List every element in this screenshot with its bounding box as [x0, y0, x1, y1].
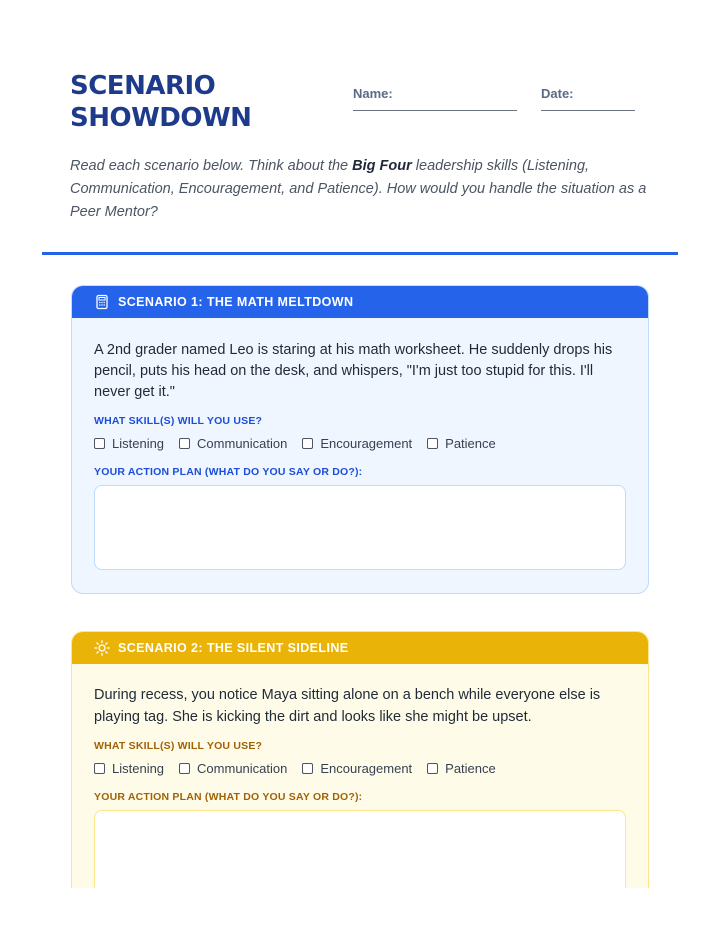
skill-option-communication[interactable] [179, 761, 287, 776]
skill-option-communication[interactable] [179, 436, 287, 451]
action-plan-input-1[interactable] [94, 485, 626, 570]
skills-checklist-2 [94, 761, 626, 776]
skill-label: Encouragement [320, 761, 413, 776]
action-plan-label-2: YOUR ACTION PLAN (WHAT DO YOU SAY OR DO?): [94, 791, 363, 803]
checkbox[interactable] [302, 763, 313, 774]
skill-label: Communication [197, 436, 288, 451]
checkbox[interactable] [302, 438, 313, 449]
checkbox[interactable] [427, 763, 438, 774]
action-plan-label-1: YOUR ACTION PLAN (WHAT DO YOU SAY OR DO?): [94, 466, 363, 478]
skill-label: Communication [197, 761, 288, 776]
skill-option-listening[interactable] [94, 436, 164, 451]
skill-option-listening[interactable] [94, 761, 164, 776]
title-line-2: SHOWDOWN [70, 103, 252, 133]
date-label: Date: [541, 86, 574, 101]
checkbox[interactable] [427, 438, 438, 449]
scenario-title-1: SCENARIO 1: THE MATH MELTDOWN [118, 294, 354, 309]
title-line-1: SCENARIO [70, 71, 216, 101]
skill-option-patience[interactable] [427, 436, 496, 451]
skill-label: Patience [445, 761, 496, 776]
instructions-text-start: Read each scenario below. Think about the [70, 158, 353, 174]
checkbox[interactable] [179, 438, 190, 449]
skill-label: Patience [445, 436, 496, 451]
worksheet-header [70, 70, 650, 140]
skills-question-2: WHAT SKILL(S) WILL YOU USE? [94, 740, 263, 752]
skill-label: Listening [112, 761, 165, 776]
date-line [541, 110, 635, 111]
skill-label: Encouragement [320, 436, 413, 451]
scenario-card-1 [71, 285, 649, 594]
scenario-heading-2 [71, 631, 649, 664]
skill-option-patience[interactable] [427, 761, 496, 776]
sun-icon [94, 640, 110, 656]
skill-label: Listening [112, 436, 165, 451]
instructions-bold: Big Four [352, 158, 412, 174]
worksheet-title [70, 70, 251, 134]
skill-option-encouragement[interactable] [302, 761, 412, 776]
skill-option-encouragement[interactable] [302, 436, 412, 451]
name-label: Name: [353, 86, 393, 101]
name-line [353, 110, 517, 111]
name-field[interactable] [353, 86, 393, 101]
instructions [70, 155, 650, 224]
section-divider [42, 252, 678, 255]
scenario-title-2: SCENARIO 2: THE SILENT SIDELINE [118, 640, 349, 655]
calculator-icon [94, 294, 110, 310]
scenario-heading-1 [71, 285, 649, 318]
checkbox[interactable] [94, 763, 105, 774]
skills-question-1: WHAT SKILL(S) WILL YOU USE? [94, 415, 263, 427]
scenario-text-2: During recess, you notice Maya sitting alone on a bench while everyone else is playing tag. She is kicking the dirt and looks like she might be upset. [94, 687, 601, 725]
scenario-card-2 [71, 631, 649, 932]
page-bottom-margin [0, 888, 720, 932]
date-field[interactable] [541, 86, 574, 101]
scenario-text-1: A 2nd grader named Leo is staring at his math worksheet. He suddenly drops his pencil, puts his head on the desk, and whispers, "I'm just too stupid for this. I'll never get it." [94, 342, 613, 400]
checkbox[interactable] [94, 438, 105, 449]
instructions-text-end: leadership skills (Listening, Communication, Encouragement, and Patience). How would you handle the situation as a Peer Mentor? [70, 158, 647, 220]
checkbox[interactable] [179, 763, 190, 774]
skills-checklist-1 [94, 436, 626, 451]
